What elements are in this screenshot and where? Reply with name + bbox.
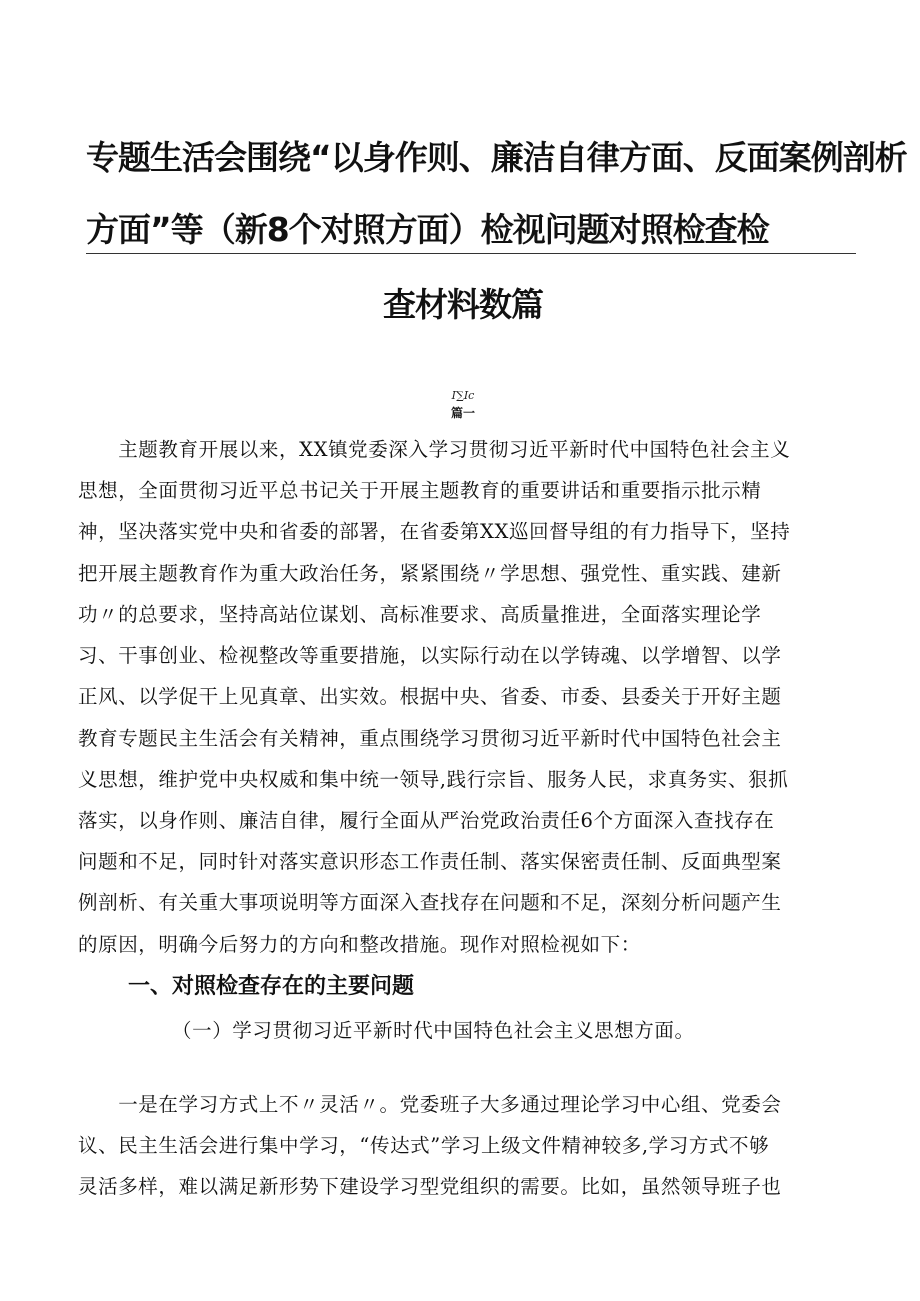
- paragraph-line: 习、干事创业、检视整改等重要措施，以实际行动在以学铸魂、以学增智、以学: [78, 644, 782, 667]
- section-label: 篇一: [450, 406, 475, 420]
- section-heading: 一、对照检查存在的主要问题: [128, 974, 415, 999]
- paragraph-line: 问题和不足，同时针对落实意识形态工作责任制、落实保密责任制、反面典型案: [78, 850, 782, 873]
- paragraph-line: 一是在学习方式上不〃灵活〃。党委班子大多通过理论学习中心组、党委会: [78, 1093, 782, 1116]
- paragraph-line: 议、民主生活会进行集中学习，“传达式”学习上级文件精神较多,学习方式不够: [78, 1134, 770, 1157]
- paragraph-line: 主题教育开展以来，XX镇党委深入学习贯彻习近平新时代中国特色社会主义: [78, 438, 791, 461]
- subsection-heading: （一）学习贯彻习近平新时代中国特色社会主义思想方面。: [172, 1019, 695, 1042]
- paragraph-line: 的原因，明确今后努力的方向和整改措施。现作对照检视如下：: [78, 933, 641, 956]
- title-line-1: 专题生活会围绕“以身作则、廉洁自律方面、反面案例剖析: [86, 138, 907, 177]
- paragraph-line: 功〃的总要求，坚持高站位谋划、高标准要求、高质量推进，全面落实理论学: [78, 603, 762, 626]
- paragraph-line: 教育专题民主生活会有关精神，重点围绕学习贯彻习近平新时代中国特色社会主: [78, 727, 782, 750]
- paragraph-line: 正风、以学促干上见真章、出实效。根据中央、省委、市委、县委关于开好主题: [78, 685, 782, 708]
- paragraph-line: 义思想，维护党中央权威和集中统一领导,践行宗旨、服务人民，求真务实、狠抓: [78, 768, 789, 791]
- paragraph-line: 灵活多样，难以满足新形势下建设学习型党组织的需要。比如，虽然领导班子也: [78, 1175, 782, 1198]
- title-line-3: 查材料数篇: [383, 285, 543, 324]
- paragraph-line: 例剖析、有关重大事项说明等方面深入查找存在问题和不足，深刻分析问题产生: [78, 891, 782, 914]
- paragraph-line: 把开展主题教育作为重大政治任务，紧紧围绕〃学思想、强党性、重实践、建新: [78, 562, 782, 585]
- paragraph-line: 思想，全面贯彻习近平总书记关于开展主题教育的重要讲话和重要指示批示精: [78, 479, 762, 502]
- paragraph-line: 落实，以身作则、廉洁自律，履行全面从严治党政治责任6个方面深入查找存在: [78, 809, 775, 832]
- paragraph-line: 神，坚决落实党中央和省委的部署，在省委第XX巡回督导组的有力指导下，坚持: [78, 520, 791, 543]
- section-mark: I∑Ic: [451, 389, 475, 402]
- title-line-2: 方面”等（新8个对照方面）检视问题对照检查检: [86, 210, 769, 249]
- title-underline: [86, 253, 856, 254]
